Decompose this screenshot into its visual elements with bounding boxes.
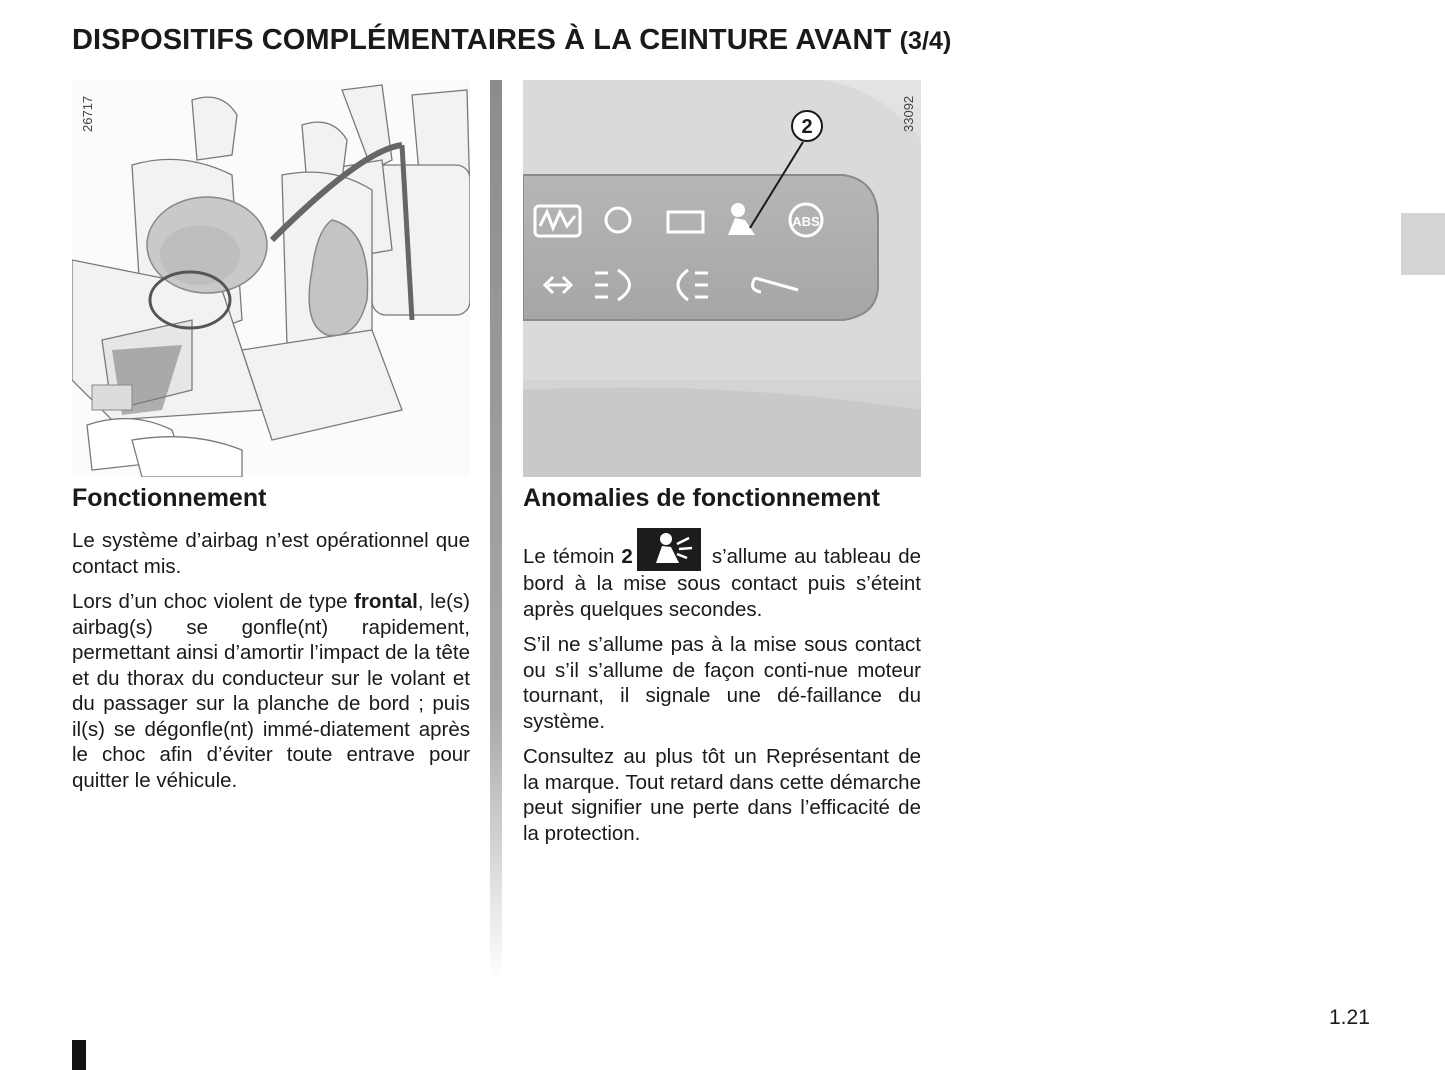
section-heading: Anomalies de fonctionnement — [523, 484, 880, 512]
paragraph: Le système d’airbag n’est opérationnel que contact mis. — [72, 529, 470, 578]
svg-text:ABS: ABS — [792, 214, 820, 229]
dashboard-drawing — [523, 80, 921, 477]
paragraph — [72, 589, 470, 793]
callout-number: 2 — [801, 116, 813, 138]
section-heading: Fonctionnement — [72, 484, 267, 512]
page-mark — [72, 1040, 86, 1070]
emphasis: frontal — [354, 590, 418, 613]
right-column — [523, 483, 921, 856]
figure-reference: 33092 — [901, 95, 916, 132]
airbag-drawing — [72, 80, 470, 477]
page-title-part: (3/4) — [899, 27, 952, 55]
paragraph: Consultez au plus tôt un Représentant de la marque. Tout retard dans cette démarche peut signifier une perte dans l’efficacité de la protection. — [523, 745, 921, 845]
text-run: Le témoin — [523, 545, 622, 568]
left-column — [72, 483, 470, 803]
chapter-tab — [1401, 213, 1445, 275]
text-run: s’allume au tableau de bord à la mise sous contact puis s’éteint après quelques secondes. — [523, 545, 921, 621]
text-run: Lors d’un choc violent de type — [72, 590, 355, 613]
figure-reference: 26717 — [80, 95, 95, 132]
airbag-illustration — [72, 80, 470, 477]
page-title-text: DISPOSITIFS COMPLÉMENTAIRES À LA CEINTURE AVANT — [72, 24, 892, 56]
paragraph: S’il ne s’allume pas à la mise sous contact ou s’il s’allume de façon conti-nue moteur tournant, il signale une dé-faillance du système. — [523, 633, 921, 733]
airbag-warning-icon — [637, 528, 701, 571]
dashboard-illustration — [523, 80, 921, 477]
paragraph — [523, 528, 921, 622]
text-run: , le(s) airbag(s) se gonfle(nt) rapidement, permettant ainsi d’amortir l’impact de la tête et du thorax du conducteur sur le volant et du passager sur la planche de bord ; puis il(s) se dégonfle(nt) immé-diatement après le choc afin d’éviter toute entrave pour quitter le véhicule. — [72, 590, 471, 792]
column-divider — [490, 80, 502, 980]
page-number: 1.21 — [1329, 1006, 1370, 1029]
emphasis: 2 — [621, 545, 633, 568]
page-title — [72, 24, 951, 57]
